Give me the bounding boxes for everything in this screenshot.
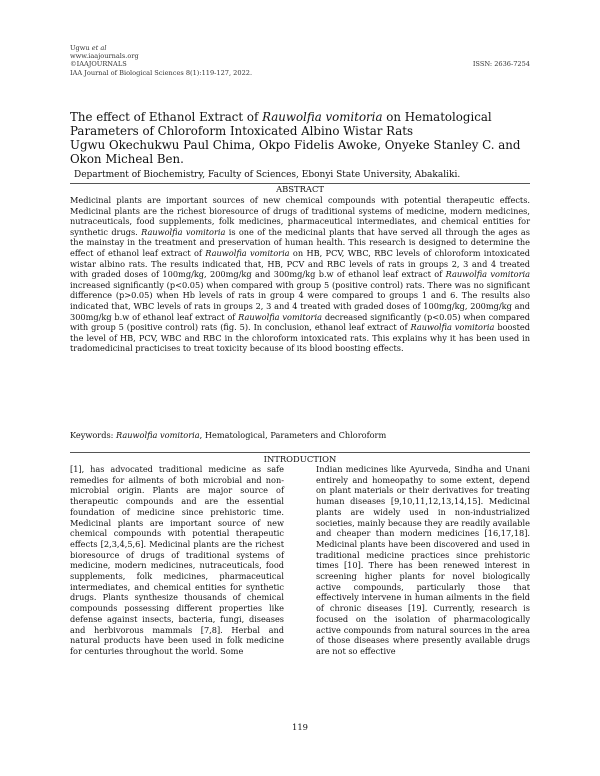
article-title: [70, 111, 540, 139]
abstract-text: decreased significantly (p<0.05) when compared with group 5 (positive control) rats (fig. 5). In conclusion, ethanol leaf extract of: [70, 311, 530, 333]
title-part-1: The effect of Ethanol Extract of: [70, 110, 263, 124]
keywords-label: Keywords:: [70, 430, 117, 440]
abstract-species: Rauwolfia vomitoria: [205, 247, 290, 258]
page-number: 119: [292, 722, 308, 732]
abstract-species: Rauwolfia vomitoria: [445, 269, 530, 280]
abstract-text: on HB, PCV, WBC, RBC levels of chloroform intoxicated wistar albino rats. The results indicated that, HB, PCV and RBC levels of rats in groups 2, 3 and 4 treated with graded doses of 100mg/kg, 200mg/kg and 300mg/kg b.w of ethanol leaf extract of: [70, 247, 530, 280]
keywords-rest: , Hematological, Parameters and Chloroform: [199, 430, 387, 440]
introduction-column-left: [1], has advocated traditional medicine as safe remedies for ailments of both microbial and non-microbial origin. Plants are major source of therapeutic compounds and are the essential foundation of medicine since prehistoric time. Medicinal plants are important source of new chemical compounds with potential therapeutic effects [2,3,4,5,6]. Medicinal plants are the richest bioresource of drugs of traditional systems of medicine, modern medicines, nutraceuticals, food supplements, folk medicines, pharmaceutical intermediates, and chemical entities for synthetic drugs. Plants synthesize thousands of chemical compounds possessing different properties like defense against insects, bacteria, fungi, diseases and herbivorous mammals [7,8]. Herbal and natural products have been used in folk medicine for centuries throughout the world. Some: [70, 464, 284, 656]
abstract-heading: ABSTRACT: [276, 184, 324, 194]
abstract-species: Rauwolfia vomitoria: [238, 311, 322, 322]
abstract-species: Rauwolfia vomitoria: [141, 226, 226, 237]
abstract-text: Medicinal plants are important sources of new chemical compounds with potential therapeutic effects. Medicinal plants are the richest bioresource of drugs of traditional systems of medicine, modern medicines, nutraceuticals, food supplements, folk medicines, pharmaceutical intermediates, and chemical entities for synthetic drugs.: [70, 195, 530, 237]
keywords: [70, 430, 530, 441]
issn: ISSN: 2636-7254: [472, 60, 530, 68]
title-species: Rauwolfia vomitoria: [262, 110, 383, 124]
affiliation: Department of Biochemistry, Faculty of Sciences, Ebonyi State University, Abakaliki.: [74, 170, 461, 180]
abstract-species: Rauwolfia vomitoria: [410, 322, 495, 333]
journal-website[interactable]: www.iaajournals.org: [70, 52, 139, 61]
journal-brand: ©IAAJOURNALS: [70, 60, 127, 69]
page-header: [70, 44, 530, 77]
introduction-column-right: Indian medicines like Ayurveda, Sindha and Unani entirely and homeopathy to some extent, depend on plant materials or their derivatives for treating human diseases [9,10,11,12,13,14,15]. Medicinal plants are widely used in non-industrialized societies, mainly because they are readily available and cheaper than modern medicines [16,17,18]. Medicinal plants have been discovered and used in traditional medicine practices since prehistoric times [10]. There has been renewed interest in screening higher plants for novel biologically active compounds, particularly those that effectively intervene in human ailments in the field of chronic diseases [19]. Currently, research is focused on the isolation of pharmacologically active compounds from natural sources in the area of those diseases where presently available drugs are not so effective: [316, 464, 530, 656]
abstract-text: boosted the level of HB, PCV, WBC and RBC in the chloroform intoxicated rats. This explains why it has been used in tradomedicinal practicises to treat toxicity because of its blood boosting effects.: [70, 322, 531, 354]
journal-citation: IAA Journal of Biological Sciences 8(1):119-127, 2022.: [70, 68, 253, 77]
running-author-etal: et al: [91, 44, 107, 52]
divider-intro: [70, 452, 530, 453]
keywords-species: Rauwolfia vomitoria: [116, 430, 200, 440]
introduction-heading: INTRODUCTION: [263, 454, 337, 464]
running-author: [70, 44, 530, 52]
abstract-text: increased significantly (p<0.05) when compared with group 5 (positive control) rats. There was no significant difference (p>0.05) when Hb levels of rats in group 4 were compared to groups 1 and 6. The results also indicated that, WBC levels of rats in groups 2, 3 and 4 treated with graded doses of 100mg/kg, 200mg/kg and 300mg/kg b.w of ethanol leaf extract of: [70, 279, 530, 322]
title-part-2: on Hematological Parameters of Chloroform Intoxicated Albino Wistar Rats: [70, 110, 492, 138]
running-author-name: Ugwu: [70, 44, 90, 52]
abstract-body: [70, 195, 530, 354]
author-list: Ugwu Okechukwu Paul Chima, Okpo Fidelis Awoke, Onyeke Stanley C. and Okon Micheal Ben.: [70, 138, 521, 166]
abstract-text: is one of the medicinal plants that have served all through the ages as the mainstay in the treatment and preservation of human health. This research is designed to determine the effect of ethanol leaf extract of: [70, 226, 530, 258]
